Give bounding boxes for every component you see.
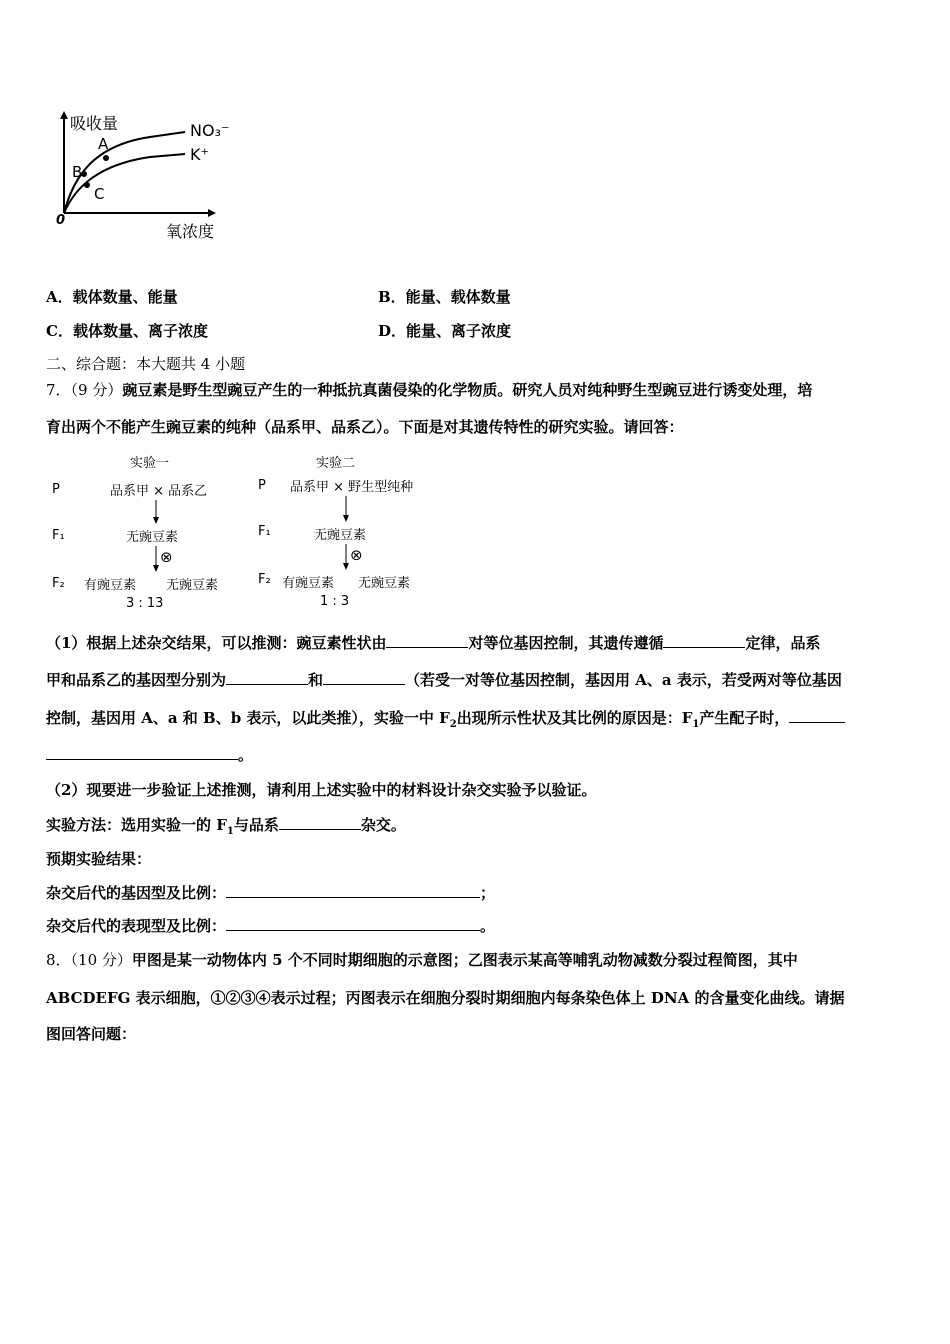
k-label: K⁺	[190, 145, 209, 164]
q7-1-text-c1: 控制，基因用 A、a 和 B、b 表示，以此类推），实验一中 F	[46, 709, 450, 727]
answer-blank-5a[interactable]	[789, 708, 845, 723]
q7-2-method-sub: 1	[226, 826, 234, 837]
q7-2-expected: 预期实验结果：	[46, 850, 152, 868]
exp2-arrowhead2	[343, 563, 349, 570]
q7-1-text-b3: （若受一对等位基因控制，基因用 A、a 表示，若受两对等位基因	[405, 671, 842, 689]
exp1-cross: 品系甲 × 品系乙	[110, 484, 208, 499]
q7-2-phenotype	[46, 916, 495, 936]
exp2-f2-yes: 有豌豆素	[282, 576, 335, 591]
no3-label: NO₃⁻	[190, 121, 230, 140]
q8-text1: 甲图是某一动物体内 5 个不同时期细胞的示意图；乙图表示某高等哺乳动物减数分裂过程简图，其中	[131, 951, 798, 969]
q7-line2: 育出两个不能产生豌豆素的纯种（品系甲、品系乙）。下面是对其遗传特性的研究实验。请回答：	[46, 418, 684, 436]
diagram-arrows	[46, 450, 446, 620]
q7-1-line2	[46, 670, 842, 690]
q7-number: 7．（9 分）	[46, 381, 123, 399]
exp1-arrowhead1	[153, 517, 159, 524]
option-a: A．载体数量、能量	[46, 288, 178, 306]
q8-number: 8．（10 分）	[46, 951, 132, 969]
option-c: C．载体数量、离子浓度	[46, 322, 208, 340]
x-axis-label: 氧浓度	[166, 222, 215, 241]
exp1-selfing-icon: ⊗	[160, 548, 173, 566]
exp2-selfing-icon: ⊗	[350, 546, 363, 564]
exp2-cross: 品系甲 × 野生型纯种	[290, 480, 414, 495]
q7-1-text-c2: 出现所示性状及其比例的原因是：F	[456, 709, 693, 727]
option-d: D．能量、离子浓度	[378, 322, 512, 340]
exp2-f2-label: F₂	[258, 572, 271, 587]
q7-1-text-b2: 和	[308, 671, 324, 689]
point-a-label: A	[98, 135, 109, 153]
exp1-title: 实验一	[130, 456, 170, 471]
q7-1-text-a3: 定律，品系	[745, 634, 821, 652]
answer-blank-7[interactable]	[226, 883, 480, 898]
q7-2-intro: （2）现要进一步验证上述推测，请利用上述实验中的材料设计杂交实验予以验证。	[46, 781, 597, 799]
exp1-f1-result: 无豌豆素	[126, 530, 179, 545]
q7-2-method-c: 杂交。	[360, 816, 406, 834]
point-a-marker	[103, 155, 109, 161]
exp2-f1-label: F₁	[258, 524, 271, 539]
q7-2-phenotype-label: 杂交后代的表现型及比例：	[46, 917, 227, 935]
exp2-f2-no: 无豌豆素	[358, 576, 411, 591]
q8-line2: ABCDEFG 表示细胞，①②③④表示过程；丙图表示在细胞分裂时期细胞内每条染色体上 DNA 的含量变化曲线。请据	[46, 989, 845, 1007]
q7-1-text-b1: 甲和品系乙的基因型分别为	[46, 671, 227, 689]
q8-line1	[46, 950, 798, 970]
q7-line1	[46, 380, 812, 400]
q7-2-method	[46, 815, 406, 842]
answer-blank-8[interactable]	[226, 916, 480, 931]
section-heading: 二、综合题：本大题共 4 小题	[46, 355, 246, 373]
exp1-f2-yes: 有豌豆素	[84, 578, 137, 593]
q7-1-line3	[46, 708, 845, 735]
exp2-title: 实验二	[316, 456, 356, 471]
exp1-p-label: P	[52, 482, 60, 497]
answer-blank-3[interactable]	[226, 670, 308, 685]
q7-2-phenotype-end: 。	[480, 917, 496, 935]
exp1-f2-no: 无豌豆素	[166, 578, 219, 593]
exp2-ratio: 1 : 3	[320, 594, 350, 609]
exp1-arrowhead2	[153, 565, 159, 572]
exp2-arrowhead1	[343, 515, 349, 522]
answer-blank-5b[interactable]	[46, 745, 238, 760]
q7-2-method-a: 实验方法：选用实验一的 F	[46, 816, 227, 834]
point-c-label: C	[94, 185, 105, 203]
q7-1-sub-f2: 2	[449, 719, 457, 730]
origin-label: 0	[56, 213, 66, 228]
q7-1-line1	[46, 633, 820, 653]
answer-blank-1[interactable]	[386, 633, 468, 648]
q7-1-text-a1: （1）根据上述杂交结果，可以推测：豌豆素性状由	[46, 634, 387, 652]
y-axis-arrow	[60, 111, 68, 119]
q7-1-text-d1: 。	[238, 746, 254, 764]
y-axis-label: 吸收量	[70, 114, 119, 133]
point-c-marker	[84, 182, 90, 188]
option-b: B．能量、载体数量	[378, 288, 511, 306]
absorption-graph	[40, 105, 260, 245]
q7-1-sub-f1: 1	[692, 719, 700, 730]
q7-1-text-c3: 产生配子时，	[699, 709, 790, 727]
q7-1-line4	[46, 745, 253, 765]
q8-line3: 图回答问题：	[46, 1025, 137, 1043]
exp1-ratio: 3 : 13	[126, 596, 164, 611]
q7-2-genotype-label: 杂交后代的基因型及比例：	[46, 884, 227, 902]
answer-blank-4[interactable]	[323, 670, 405, 685]
q7-2-genotype-end: ；	[480, 884, 496, 902]
q7-2-genotype	[46, 883, 495, 903]
answer-blank-2[interactable]	[663, 633, 745, 648]
point-b-label: B	[72, 163, 83, 181]
q7-2-method-b: 与品系	[233, 816, 279, 834]
exp2-f1-result: 无豌豆素	[314, 528, 367, 543]
exp2-p-label: P	[258, 478, 266, 493]
q7-1-text-a2: 对等位基因控制，其遗传遵循	[468, 634, 664, 652]
answer-blank-6[interactable]	[279, 815, 361, 830]
experiment-diagram	[46, 450, 446, 620]
x-axis-arrow	[208, 209, 216, 217]
exp1-f2-label: F₂	[52, 576, 65, 591]
exp1-f1-label: F₁	[52, 528, 65, 543]
q7-text1: 豌豆素是野生型豌豆产生的一种抵抗真菌侵染的化学物质。研究人员对纯种野生型豌豆进行诱变处理，培	[122, 381, 813, 399]
